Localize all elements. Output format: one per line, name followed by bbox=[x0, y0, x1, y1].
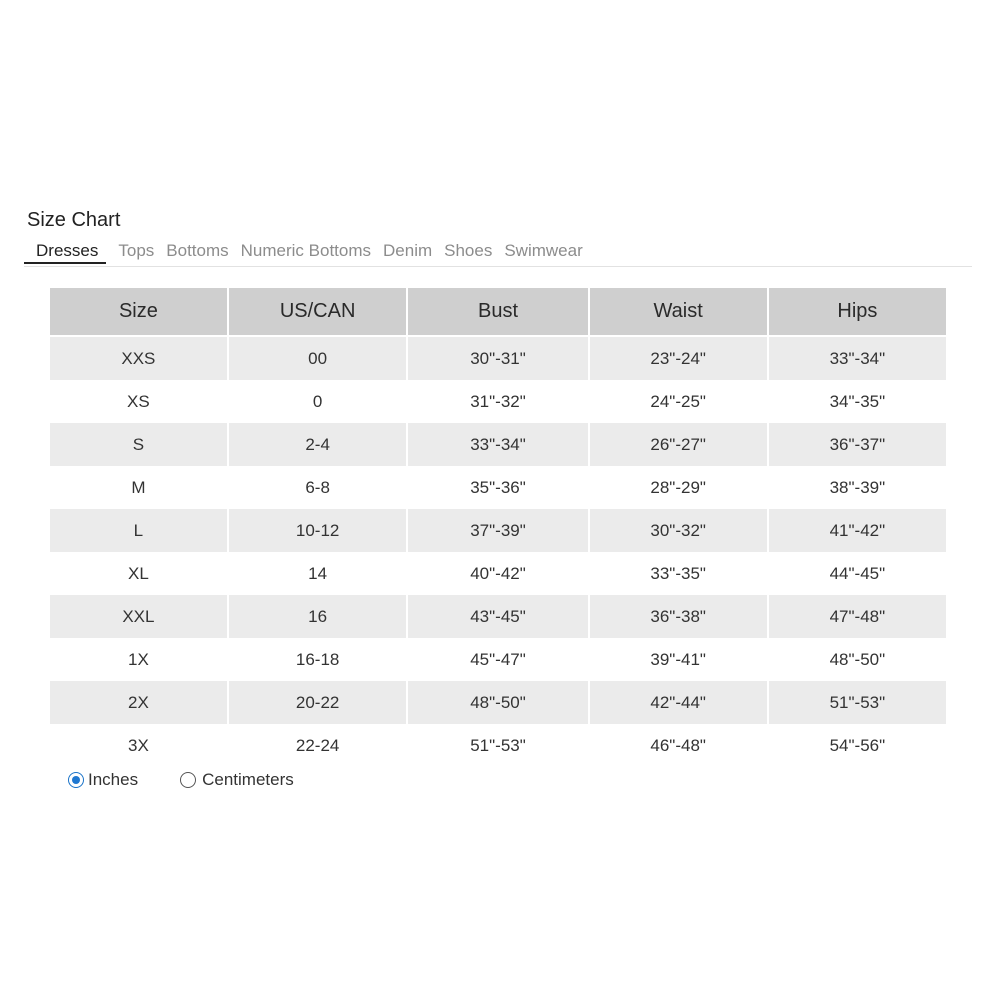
cell-us-can: 16 bbox=[229, 595, 407, 638]
cell-size: XS bbox=[127, 391, 150, 411]
cell-bust: 43"-45" bbox=[408, 595, 587, 638]
cell-hips: 33"-34" bbox=[769, 337, 946, 380]
cell-size: M bbox=[131, 477, 146, 497]
cell-size: S bbox=[50, 423, 227, 466]
tab-numeric-bottoms[interactable]: Numeric Bottoms bbox=[240, 241, 372, 260]
table-row bbox=[50, 595, 946, 638]
cell-waist: 46"-48" bbox=[650, 735, 706, 755]
cell-hips: 34"-35" bbox=[829, 391, 886, 411]
centimeters-label: Centimeters bbox=[202, 770, 294, 789]
unit-selector bbox=[68, 770, 294, 790]
cell-bust: 51"-53" bbox=[470, 735, 526, 755]
cell-us-can: 00 bbox=[229, 337, 407, 380]
cell-size: XXS bbox=[50, 337, 227, 380]
table-row bbox=[50, 509, 946, 552]
table-row bbox=[50, 638, 946, 681]
cell-bust: 35"-36" bbox=[470, 477, 526, 497]
column-header-us-can: US/CAN bbox=[229, 288, 407, 337]
tab-dresses[interactable]: Dresses bbox=[24, 240, 106, 264]
centimeters-option[interactable] bbox=[180, 770, 294, 790]
cell-us-can: 0 bbox=[312, 391, 323, 411]
cell-bust: 30"-31" bbox=[408, 337, 587, 380]
cell-hips: 47"-48" bbox=[769, 595, 946, 638]
cell-us-can: 10-12 bbox=[229, 509, 407, 552]
inches-label: Inches bbox=[88, 770, 139, 789]
cell-hips: 48"-50" bbox=[829, 649, 886, 669]
cell-bust: 37"-39" bbox=[408, 509, 587, 552]
cell-hips: 51"-53" bbox=[769, 681, 946, 724]
cell-waist: 26"-27" bbox=[590, 423, 767, 466]
cell-waist: 36"-38" bbox=[590, 595, 767, 638]
cell-size: 1X bbox=[128, 649, 149, 669]
tab-bottoms[interactable]: Bottoms bbox=[166, 241, 229, 260]
cell-hips: 41"-42" bbox=[769, 509, 946, 552]
table-row bbox=[50, 466, 946, 509]
cell-bust: 33"-34" bbox=[408, 423, 587, 466]
cell-us-can: 14 bbox=[308, 563, 328, 583]
cell-waist: 33"-35" bbox=[650, 563, 706, 583]
cell-bust: 45"-47" bbox=[470, 649, 526, 669]
cell-waist: 42"-44" bbox=[590, 681, 767, 724]
cell-waist: 24"-25" bbox=[650, 391, 706, 411]
cell-size: XL bbox=[128, 563, 149, 583]
centimeters-radio[interactable] bbox=[180, 772, 196, 788]
page-title: Size Chart bbox=[27, 209, 121, 231]
tab-denim[interactable]: Denim bbox=[383, 241, 433, 260]
table-row bbox=[50, 681, 946, 724]
cell-waist: 30"-32" bbox=[590, 509, 767, 552]
cell-us-can: 2-4 bbox=[229, 423, 407, 466]
column-header-waist: Waist bbox=[590, 288, 767, 337]
cell-waist: 28"-29" bbox=[650, 477, 706, 497]
cell-size: L bbox=[50, 509, 227, 552]
category-tabs bbox=[24, 240, 972, 267]
cell-hips: 36"-37" bbox=[769, 423, 946, 466]
cell-hips: 38"-39" bbox=[829, 477, 886, 497]
table-row bbox=[50, 337, 946, 380]
table-row bbox=[50, 724, 946, 767]
table-row bbox=[50, 552, 946, 595]
column-header-size: Size bbox=[50, 288, 227, 337]
inches-radio[interactable] bbox=[68, 772, 84, 788]
cell-hips: 54"-56" bbox=[829, 735, 886, 755]
table-row bbox=[50, 380, 946, 423]
size-table bbox=[48, 288, 948, 767]
tab-shoes[interactable]: Shoes bbox=[444, 241, 493, 260]
cell-size: 3X bbox=[128, 735, 149, 755]
cell-hips: 44"-45" bbox=[829, 563, 886, 583]
table-header-row bbox=[50, 288, 946, 337]
cell-us-can: 6-8 bbox=[305, 477, 330, 497]
cell-us-can: 20-22 bbox=[229, 681, 407, 724]
cell-size: 2X bbox=[50, 681, 227, 724]
column-header-bust: Bust bbox=[408, 288, 587, 337]
cell-waist: 39"-41" bbox=[650, 649, 706, 669]
cell-bust: 40"-42" bbox=[470, 563, 526, 583]
tab-tops[interactable]: Tops bbox=[118, 241, 155, 260]
cell-us-can: 22-24 bbox=[295, 735, 340, 755]
table-row bbox=[50, 423, 946, 466]
column-header-hips: Hips bbox=[769, 288, 946, 337]
cell-waist: 23"-24" bbox=[590, 337, 767, 380]
cell-size: XXL bbox=[50, 595, 227, 638]
cell-bust: 31"-32" bbox=[470, 391, 526, 411]
cell-us-can: 16-18 bbox=[295, 649, 340, 669]
tab-swimwear[interactable]: Swimwear bbox=[504, 241, 583, 260]
cell-bust: 48"-50" bbox=[408, 681, 587, 724]
inches-option[interactable] bbox=[68, 770, 138, 790]
